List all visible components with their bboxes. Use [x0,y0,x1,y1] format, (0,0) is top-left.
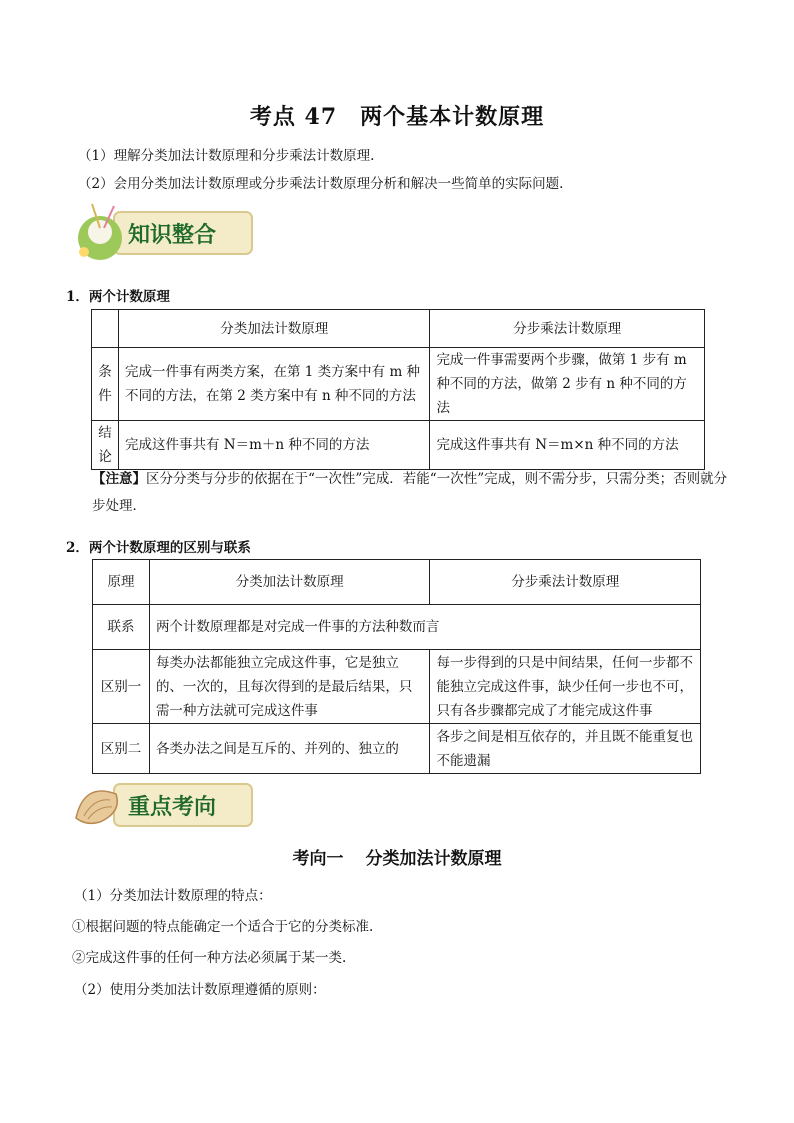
table-header-row [92,310,705,348]
conclusion-addition: 完成这件事共有 N＝m＋n 种不同的方法 [118,421,429,470]
principles-table [91,309,705,470]
focus-banner-text: 重点考向 [128,795,217,820]
condition-multiplication: 完成一件事需要两个步骤，做第 1 步有 m 种不同的方法，做第 2 步有 n 种不同的方法 [430,348,705,421]
row-label-diff2: 区别二 [93,724,150,774]
direction-title-a: 考向一 [292,849,344,869]
condition-addition: 完成一件事有两类方案，在第 1 类方案中有 m 种不同的方法，在第 2 类方案中有 n 种不同的方法 [118,348,429,421]
diff-header-row [93,560,701,605]
table-row-conclusion [92,421,705,470]
note-paragraph [92,466,732,520]
page-title: 考点 47 两个基本计数原理 [249,104,545,130]
diff-header-principle: 原理 [93,560,150,605]
difference-table [92,559,701,774]
note-text: 区分分类与分步的依据在于“一次性”完成．若能“一次性”完成，则不需分步，只需分类；否则就分步处理． [92,471,728,514]
conclusion-multiplication: 完成这件事共有 N＝m×n 种不同的方法 [430,421,705,470]
diff1-multiplication: 每一步得到的只是中间结果，任何一步都不能独立完成这件事，缺少任何一步也不可，只有各步骤都完成了才能完成这件事 [430,650,701,724]
section1-heading: 1．两个计数原理 [66,289,170,305]
diff-row-link [93,605,701,650]
diff-row-2 [93,724,701,774]
row-label-link: 联系 [93,605,150,650]
diff-header-addition: 分类加法计数原理 [149,560,430,605]
knowledge-banner-text: 知识整合 [128,223,217,248]
direction-line-2: ①根据问题的特点能确定一个适合于它的分类标准. [72,919,374,935]
row-label-condition: 条件 [92,348,119,421]
objective-2: （2）会用分类加法计数原理或分步乘法计数原理分析和解决一些简单的实际问题. [78,176,564,192]
link-text: 两个计数原理都是对完成一件事的方法种数而言 [149,605,700,650]
diff2-addition: 各类办法之间是互斥的、并列的、独立的 [149,724,430,774]
focus-banner [70,772,258,834]
direction-title-b: 分类加法计数原理 [365,849,502,869]
direction-line-1: （1）分类加法计数原理的特点： [74,888,272,904]
diff2-multiplication: 各步之间是相互依存的，并且既不能重复也不能遗漏 [430,724,701,774]
table-header-blank [92,310,119,348]
diff-header-multiplication: 分步乘法计数原理 [430,560,701,605]
knowledge-banner [70,200,258,262]
direction-line-4: （2）使用分类加法计数原理遵循的原则： [74,982,326,998]
row-label-diff1: 区别一 [93,650,150,724]
objective-1: （1）理解分类加法计数原理和分步乘法计数原理. [78,148,375,164]
diff-row-1 [93,650,701,724]
table-header-multiplication: 分步乘法计数原理 [430,310,705,348]
section2-heading: 2．两个计数原理的区别与联系 [66,540,251,556]
table-header-addition: 分类加法计数原理 [118,310,429,348]
diff1-addition: 每类办法都能独立完成这件事，它是独立的、一次的，且每次得到的是最后结果，只需一种方法就可完成这件事 [149,650,430,724]
direction-line-3: ②完成这件事的任何一种方法必须属于某一类. [72,950,347,966]
table-row-condition [92,348,705,421]
note-label: 【注意】 [92,471,146,487]
direction-title [0,844,794,869]
row-label-conclusion: 结论 [92,421,119,470]
